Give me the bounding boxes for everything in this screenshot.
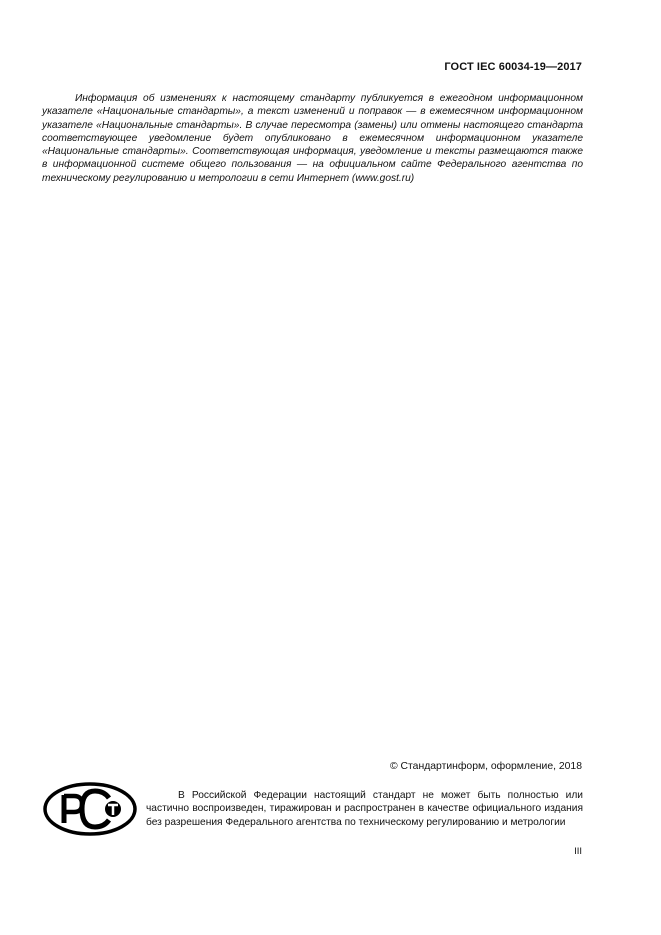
page-number: III <box>574 846 582 857</box>
standard-code: ГОСТ IEC 60034-19—2017 <box>444 61 582 73</box>
reproduction-notice: В Российской Федерации настоящий стандарт не может быть полностью или частично воспроизведен, тиражирован и распространен в качестве официального издания без разрешения Федерального агентства по техническому регулированию и метрологии <box>146 790 583 828</box>
copyright-line: © Стандартинформ, оформление, 2018 <box>389 761 582 772</box>
rst-logo-icon <box>42 781 138 837</box>
change-notice-paragraph: Информация об изменениях к настоящему стандарту публикуется в ежегодном информационном указателе «Национальные стандарты», а текст изменений и поправок — в ежемесячном информационном указателе «Национальные стандарты». В случае пересмотра (замены) или отмены настоящего стандарта соответствующее уведомление будет опубликовано в ежемесячном информационном указателе «Национальные стандарты». Соответствующая информация, уведомление и тексты размещаются также в информационной системе общего пользования — на официальном сайте Федерального агентства по техническому регулированию и метрологии в сети Интернет (www.gost.ru) <box>42 93 583 184</box>
